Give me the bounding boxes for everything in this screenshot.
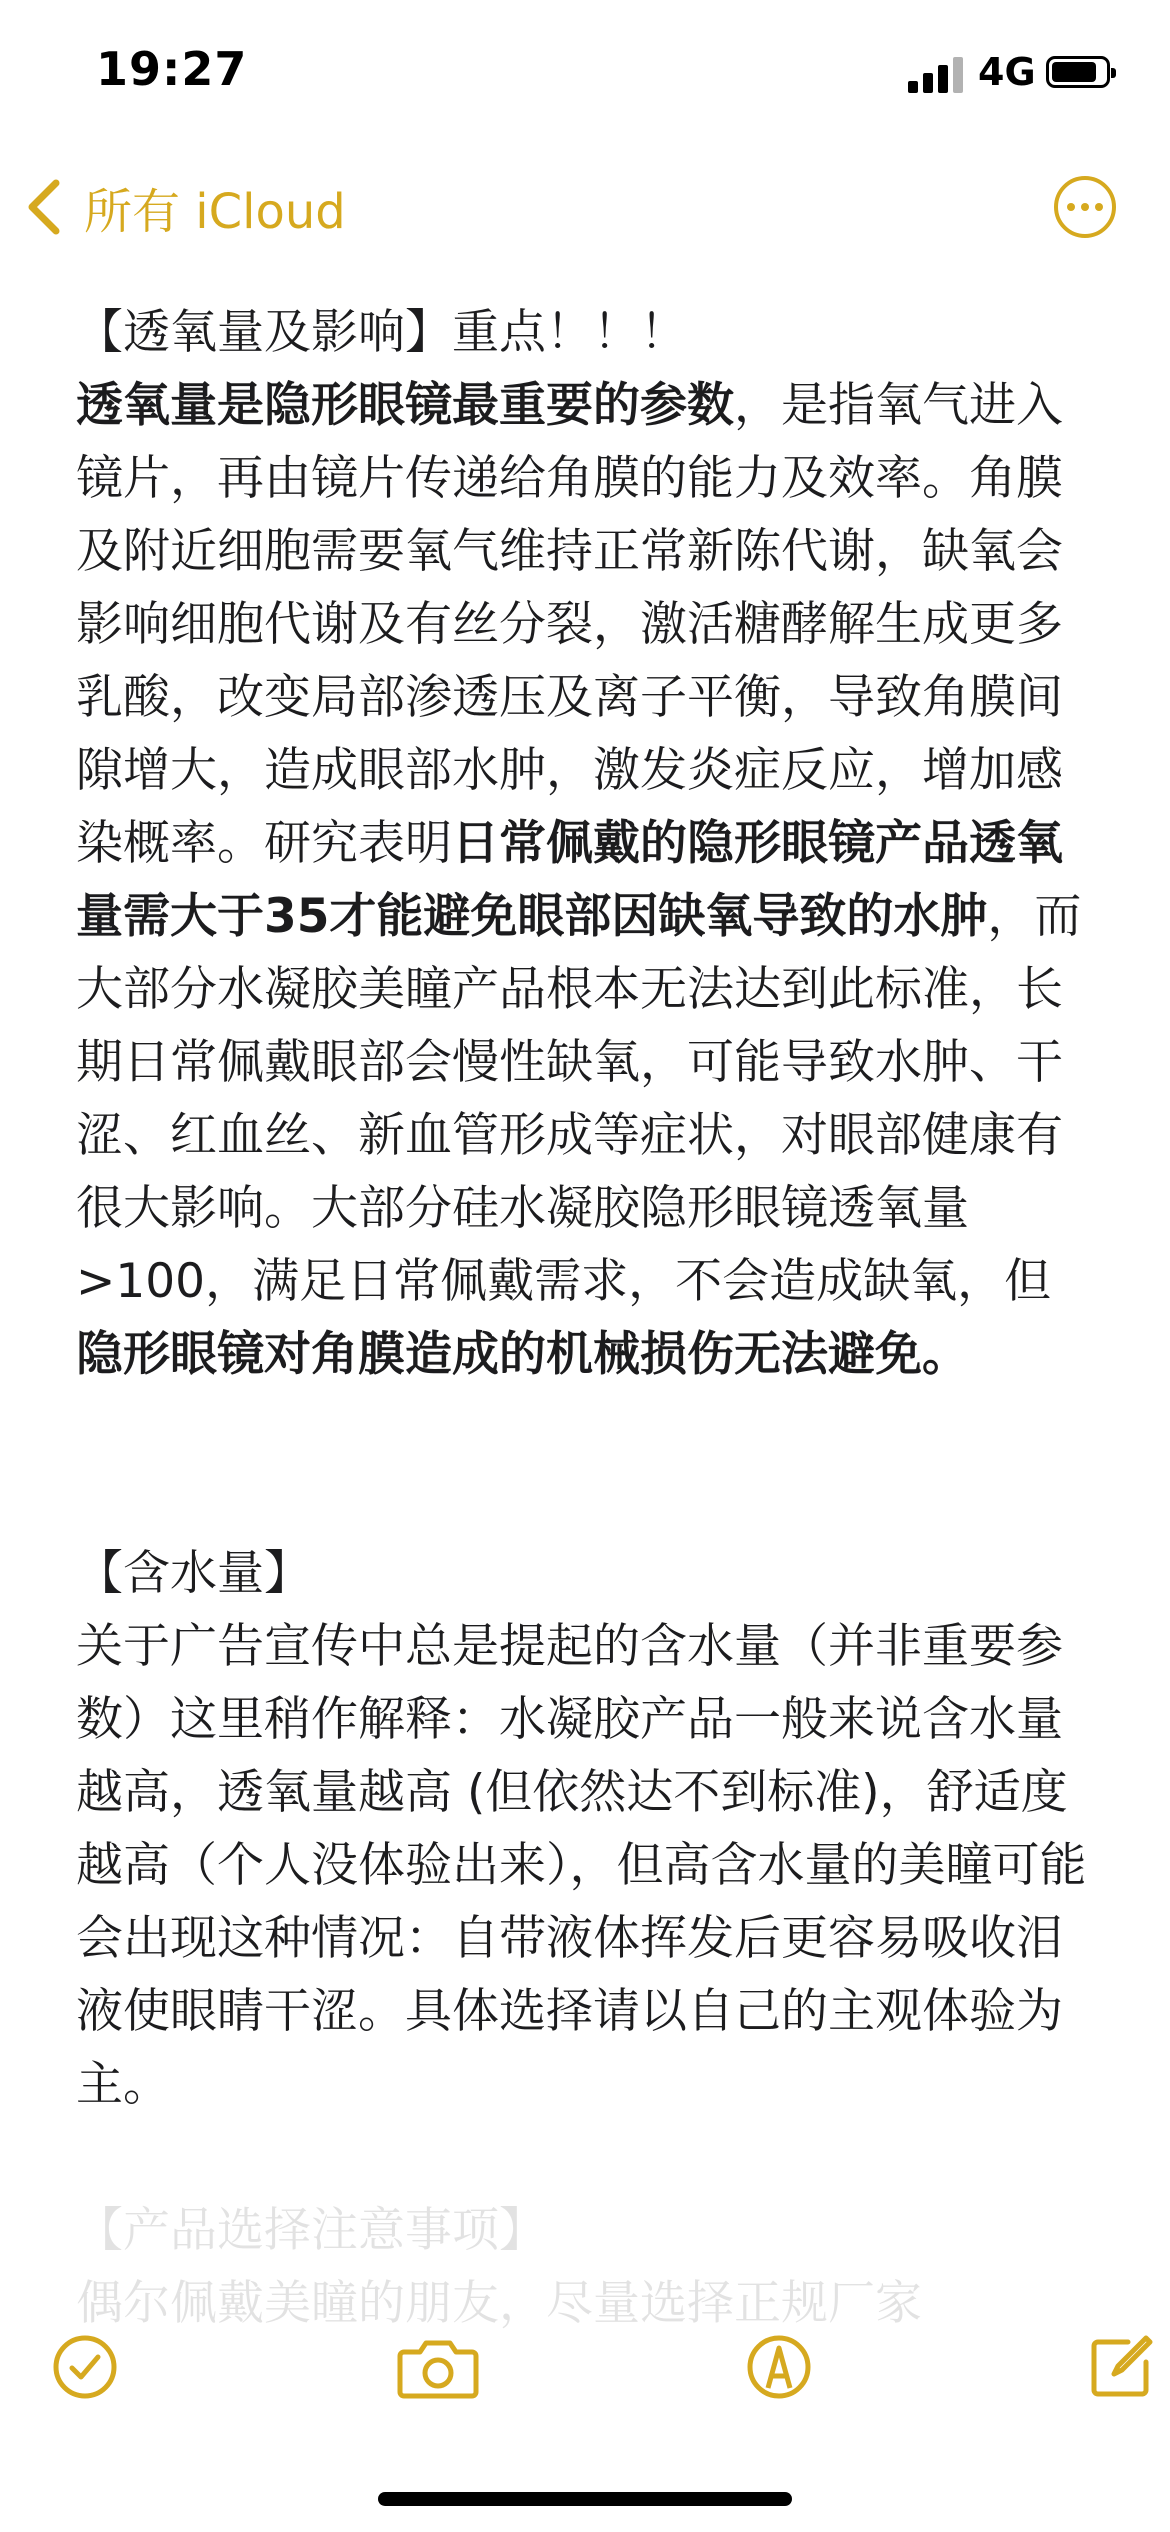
section-heading-oxygen: 【透氧量及影响】重点！！！ xyxy=(76,305,687,360)
paragraph-bold-span: 隐形眼镜对角膜造成的机械损伤无法避免。 xyxy=(76,1327,969,1382)
markup-button[interactable] xyxy=(744,2332,814,2402)
blank-lines xyxy=(76,1391,1096,1537)
network-type: 4G xyxy=(978,50,1036,94)
ellipsis-dot xyxy=(1081,203,1089,211)
cellular-signal-icon xyxy=(908,55,966,93)
ellipsis-circle-icon xyxy=(1067,203,1075,211)
paragraph-span: ，是指氧气进入镜片，再由镜片传递给角膜的能力及效率。角膜及附近细胞需要氧气维持正常新陈代谢，缺氧会影响细胞代谢及有丝分裂，激活糖酵解生成更多乳酸，改变局部渗透压及离子平衡，导致角膜间隙增大，造成眼部水肿，激发炎症反应，增加感染概率。研究表明 xyxy=(76,378,1063,871)
blank-line xyxy=(76,2121,1096,2194)
compose-button[interactable] xyxy=(1086,2332,1156,2402)
note-body[interactable] xyxy=(76,296,1096,2340)
camera-icon xyxy=(396,2332,480,2402)
paragraph-span: ，而大部分水凝胶美瞳产品根本无法达到此标准，长期日常佩戴眼部会慢性缺氧，可能导致水肿、干涩、红血丝、新血管形成等症状，对眼部健康有很大影响。大部分硅水凝胶隐形眼镜透氧量>100，满足日常佩戴需求，不会造成缺氧，但 xyxy=(76,889,1082,1309)
checklist-icon xyxy=(50,2332,120,2402)
battery-cap xyxy=(1111,68,1116,78)
back-label: 所有 iCloud xyxy=(84,183,346,240)
section-paragraph-oxygen xyxy=(76,369,1096,1391)
section-heading-water: 【含水量】 xyxy=(76,1546,311,1601)
checklist-button[interactable] xyxy=(50,2332,120,2402)
more-button[interactable] xyxy=(1054,176,1116,238)
section-paragraph-selection: 偶尔佩戴美瞳的朋友，尽量选择正规厂家 xyxy=(76,2276,922,2331)
ellipsis-dot xyxy=(1095,203,1103,211)
battery-icon xyxy=(1046,56,1110,88)
back-button[interactable] xyxy=(22,172,346,242)
status-time: 19:27 xyxy=(96,42,248,96)
chevron-left-icon xyxy=(22,177,66,237)
camera-button[interactable] xyxy=(396,2332,480,2402)
status-bar xyxy=(0,0,1170,150)
home-indicator xyxy=(378,2492,792,2506)
markup-pen-icon xyxy=(744,2332,814,2402)
section-heading-selection: 【产品选择注意事项】 xyxy=(76,2203,546,2258)
battery-fill xyxy=(1052,62,1096,82)
section-paragraph-water: 关于广告宣传中总是提起的含水量（并非重要参数）这里稍作解释：水凝胶产品一般来说含水量越高，透氧量越高 (但依然达不到标准)，舒适度越高（个人没体验出来），但高含水量的美瞳可能会出现这种情况：自带液体挥发后更容易吸收泪液使眼睛干涩。具体选择请以自己的主观体验为主。 xyxy=(76,1619,1087,2112)
paragraph-bold-span: 透氧量是隐形眼镜最重要的参数 xyxy=(76,378,734,433)
paragraph-bold-span: 日常佩戴的隐形眼镜产品透氧量需大于35才能避免眼部因缺氧导致的水肿 xyxy=(76,816,1063,944)
compose-icon xyxy=(1086,2332,1156,2402)
bottom-toolbar xyxy=(0,2320,1170,2410)
